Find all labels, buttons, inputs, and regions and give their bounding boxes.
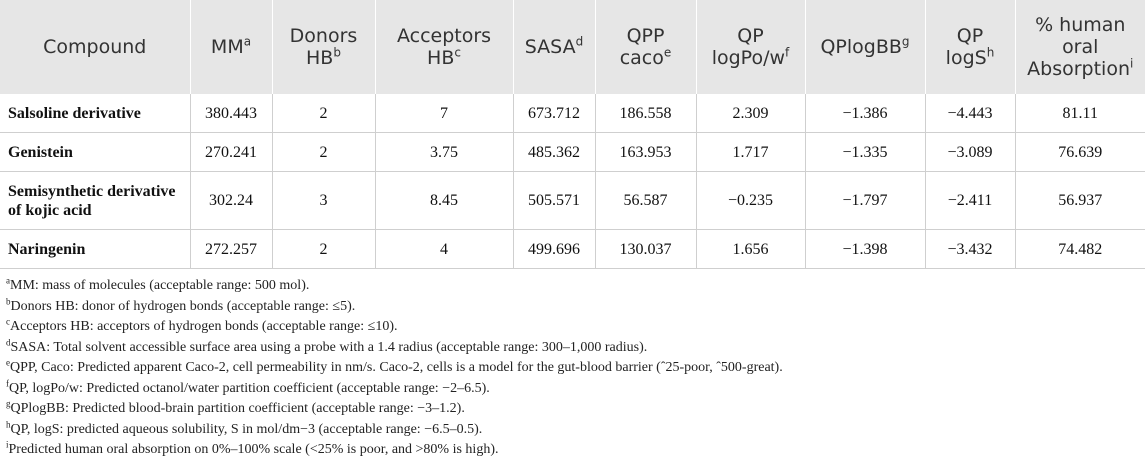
compound-name-cell: Semisynthetic derivative of kojic acid: [0, 172, 190, 230]
value-cell-sasa: 505.571: [513, 172, 595, 230]
value-cell-logs: −3.089: [925, 133, 1015, 172]
header-row: [0, 0, 1145, 94]
value-cell-absorption: 76.639: [1015, 133, 1145, 172]
footnote-marker: i: [1130, 56, 1134, 71]
value-cell-mm: 270.241: [190, 133, 272, 172]
value-cell-logs: −2.411: [925, 172, 1015, 230]
footnote: [6, 379, 1136, 400]
footnote-marker: c: [454, 45, 461, 60]
value-cell-qppcaco: 163.953: [595, 133, 696, 172]
footnote: [6, 276, 1136, 297]
footnote-text: SASA: Total solvent accessible surface area using a probe with a 1.4 radius (acceptable range: 300–1,000 radius).: [10, 339, 648, 355]
footnote: [6, 420, 1136, 441]
table-row: [0, 94, 1145, 133]
footnote-marker: g: [6, 398, 11, 409]
footnote-marker: d: [575, 34, 584, 49]
footnote: [6, 317, 1136, 338]
footnote-text: QP, logS: predicted aqueous solubility, S in mol/dm−3 (acceptable range: −6.5–0.5).: [10, 421, 483, 437]
value-cell-logbb: −1.335: [805, 133, 925, 172]
footnotes: [6, 276, 1136, 461]
value-cell-logs: −4.443: [925, 94, 1015, 133]
column-header-label: % human oral Absorption: [1027, 14, 1130, 80]
footnote-marker: d: [6, 336, 11, 347]
footnote-marker: b: [333, 45, 341, 60]
value-cell-mm: 380.443: [190, 94, 272, 133]
table-body: [0, 94, 1145, 269]
value-cell-qppcaco: 56.587: [595, 172, 696, 230]
column-header: [1015, 0, 1145, 94]
value-cell-donors: 2: [272, 230, 375, 269]
footnote-text: QP, logPo/w: Predicted octanol/water partition coefficient (acceptable range: −2–6.5).: [9, 380, 490, 396]
footnote: [6, 338, 1136, 359]
footnote-marker: b: [6, 295, 11, 306]
value-cell-acceptors: 4: [375, 230, 513, 269]
column-header: [190, 0, 272, 94]
compound-name-cell: Naringenin: [0, 230, 190, 269]
footnote: [6, 297, 1136, 318]
footnote-marker: h: [986, 45, 995, 60]
table-row: [0, 172, 1145, 230]
value-cell-logpow: 2.309: [696, 94, 805, 133]
value-cell-absorption: 74.482: [1015, 230, 1145, 269]
footnote-marker: g: [901, 34, 910, 49]
column-header: [595, 0, 696, 94]
column-header-label: Acceptors HB: [396, 25, 492, 69]
value-cell-sasa: 499.696: [513, 230, 595, 269]
footnote-marker: a: [6, 275, 10, 286]
value-cell-logpow: 1.656: [696, 230, 805, 269]
footnote-marker: f: [785, 45, 790, 60]
footnote: [6, 440, 1136, 461]
column-header-label: QPlogBB: [820, 36, 902, 58]
value-cell-donors: 2: [272, 133, 375, 172]
footnote-marker: h: [6, 418, 11, 429]
footnote-text: MM: mass of molecules (acceptable range: 500 mol).: [10, 278, 310, 293]
value-cell-logbb: −1.398: [805, 230, 925, 269]
value-cell-logbb: −1.797: [805, 172, 925, 230]
column-header-label: QP logS: [945, 25, 987, 69]
table-row: [0, 133, 1145, 172]
value-cell-logs: −3.432: [925, 230, 1015, 269]
value-cell-acceptors: 7: [375, 94, 513, 133]
value-cell-acceptors: 3.75: [375, 133, 513, 172]
value-cell-absorption: 56.937: [1015, 172, 1145, 230]
table-header: [0, 0, 1145, 94]
value-cell-absorption: 81.11: [1015, 94, 1145, 133]
column-header: [696, 0, 805, 94]
value-cell-logbb: −1.386: [805, 94, 925, 133]
footnote-marker: c: [6, 316, 10, 327]
value-cell-logpow: 1.717: [696, 133, 805, 172]
footnote: [6, 399, 1136, 420]
table-row: [0, 230, 1145, 269]
column-header-label: QPP caco: [619, 25, 665, 69]
footnote-marker: f: [6, 377, 9, 388]
footnote-text: QPP, Caco: Predicted apparent Caco-2, cell permeability in nm/s. Caco-2, cells is a model for the gut-blood barrier (ˆ25-poor, ˆ500-great).: [10, 360, 783, 375]
footnote-marker: a: [243, 34, 252, 49]
column-header: [513, 0, 595, 94]
compound-name-cell: Genistein: [0, 133, 190, 172]
value-cell-logpow: −0.235: [696, 172, 805, 230]
value-cell-mm: 302.24: [190, 172, 272, 230]
footnote-text: Acceptors HB: acceptors of hydrogen bonds (acceptable range: ≤10).: [10, 319, 398, 334]
footnote: [6, 358, 1136, 379]
value-cell-qppcaco: 186.558: [595, 94, 696, 133]
footnote-text: Donors HB: donor of hydrogen bonds (acceptable range: ≤5).: [10, 298, 356, 314]
compound-name-cell: Salsoline derivative: [0, 94, 190, 133]
value-cell-donors: 2: [272, 94, 375, 133]
footnote-text: Predicted human oral absorption on 0%–100% scale (<25% is poor, and >80% is high).: [8, 442, 499, 457]
value-cell-sasa: 485.362: [513, 133, 595, 172]
value-cell-donors: 3: [272, 172, 375, 230]
column-header-label: Donors HB: [289, 25, 358, 69]
column-header: [925, 0, 1015, 94]
value-cell-sasa: 673.712: [513, 94, 595, 133]
value-cell-qppcaco: 130.037: [595, 230, 696, 269]
column-header-label: MM: [210, 36, 244, 58]
column-header-label: QP logPo/w: [711, 25, 786, 69]
value-cell-acceptors: 8.45: [375, 172, 513, 230]
column-header: [805, 0, 925, 94]
column-header: [0, 0, 190, 94]
value-cell-mm: 272.257: [190, 230, 272, 269]
footnote-marker: e: [663, 45, 672, 60]
column-header-label: Compound: [43, 36, 147, 58]
column-header: [375, 0, 513, 94]
footnote-marker: i: [6, 439, 9, 450]
column-header: [272, 0, 375, 94]
footnote-marker: e: [6, 357, 10, 368]
column-header-label: SASA: [524, 36, 576, 58]
footnote-text: QPlogBB: Predicted blood-brain partition coefficient (acceptable range: −3–1.2).: [10, 401, 465, 416]
